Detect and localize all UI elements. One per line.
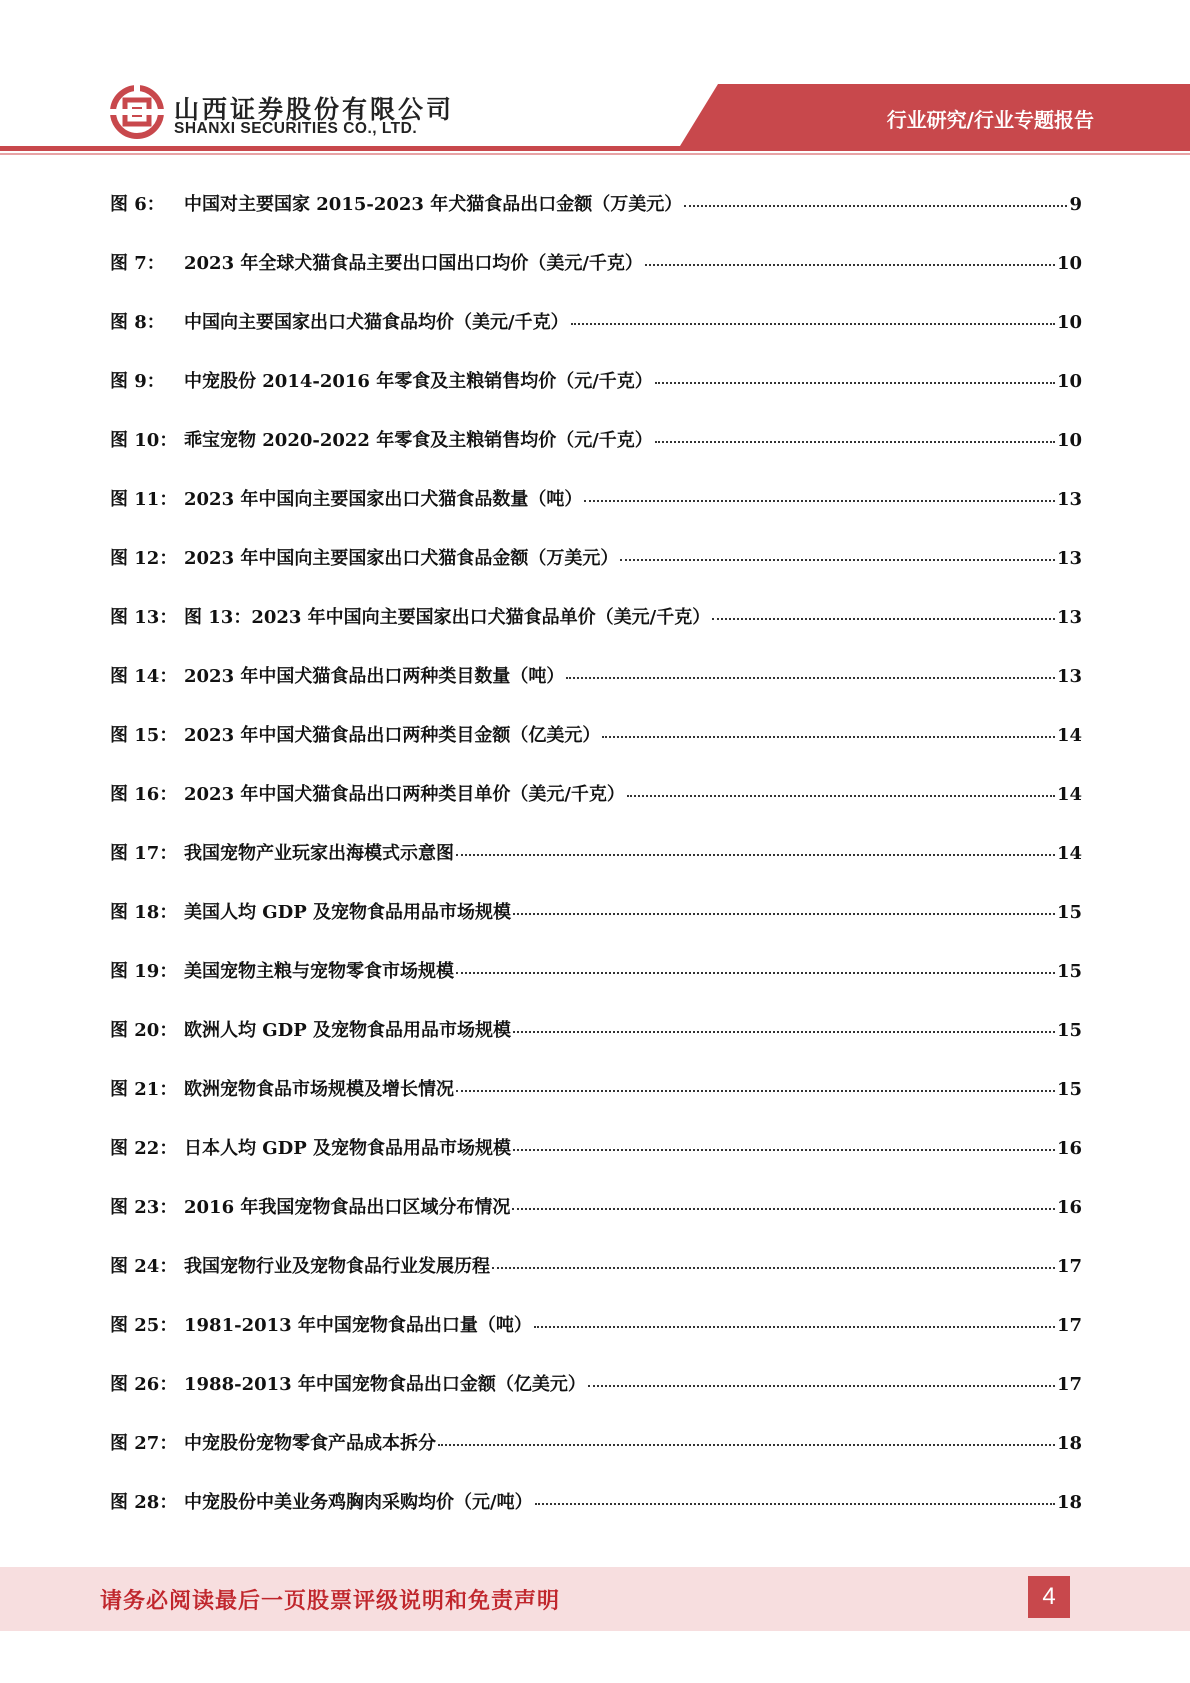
- page-header: [0, 0, 1190, 165]
- toc-entry-page: 10: [1056, 430, 1082, 451]
- toc-entry-page: 16: [1056, 1138, 1082, 1159]
- toc-entry[interactable]: [110, 367, 1082, 426]
- page-number: 4: [1028, 1576, 1070, 1618]
- toc-entry-title: 乖宝宠物 2020-2022 年零食及主粮销售均价（元/千克）: [184, 430, 653, 451]
- header-divider-thin: [0, 153, 1190, 155]
- toc-dot-leader: [684, 205, 1067, 207]
- toc-dot-leader: [627, 795, 1055, 797]
- toc-entry[interactable]: [110, 1193, 1082, 1252]
- toc-entry-title: 中宠股份宠物零食产品成本拆分: [184, 1433, 436, 1454]
- toc-entry-label: 图 25：: [110, 1315, 178, 1336]
- toc-entry-label: 图 23：: [110, 1197, 178, 1218]
- toc-dot-leader: [534, 1326, 1055, 1328]
- toc-entry-label: 图 26：: [110, 1374, 178, 1395]
- toc-entry-label: 图 20：: [110, 1020, 178, 1041]
- toc-dot-leader: [571, 323, 1055, 325]
- toc-entry[interactable]: [110, 1252, 1082, 1311]
- toc-dot-leader: [535, 1503, 1055, 1505]
- company-logo-icon: [110, 85, 164, 139]
- toc-entry-title: 2023 年中国犬猫食品出口两种类目单价（美元/千克）: [184, 784, 625, 805]
- toc-entry-page: 13: [1056, 666, 1082, 687]
- toc-dot-leader: [655, 382, 1055, 384]
- toc-dot-leader: [655, 441, 1055, 443]
- toc-entry-page: 18: [1056, 1433, 1082, 1454]
- toc-dot-leader: [492, 1267, 1055, 1269]
- toc-entry-label: 图 19：: [110, 961, 178, 982]
- toc-entry[interactable]: [110, 1016, 1082, 1075]
- toc-entry[interactable]: [110, 721, 1082, 780]
- toc-entry[interactable]: [110, 1075, 1082, 1134]
- toc-entry-label: 图 16：: [110, 784, 178, 805]
- toc-entry[interactable]: [110, 308, 1082, 367]
- toc-entry-title: 图 13：2023 年中国向主要国家出口犬猫食品单价（美元/千克）: [184, 607, 711, 628]
- toc-entry[interactable]: [110, 839, 1082, 898]
- toc-entry-title: 日本人均 GDP 及宠物食品用品市场规模: [184, 1138, 512, 1159]
- toc-entry[interactable]: [110, 1311, 1082, 1370]
- toc-entry[interactable]: [110, 1134, 1082, 1193]
- toc-entry-label: 图 21：: [110, 1079, 178, 1100]
- figure-toc-list: [110, 190, 1082, 1547]
- toc-entry[interactable]: [110, 249, 1082, 308]
- toc-dot-leader: [456, 972, 1055, 974]
- toc-entry-page: 16: [1056, 1197, 1082, 1218]
- toc-dot-leader: [513, 1149, 1055, 1151]
- company-name-cn: 山西证券股份有限公司: [174, 95, 455, 124]
- toc-entry-page: 9: [1069, 194, 1082, 215]
- toc-entry-page: 10: [1056, 312, 1082, 333]
- toc-entry-page: 15: [1056, 1079, 1082, 1100]
- toc-dot-leader: [645, 264, 1055, 266]
- footer-disclaimer: 请务必阅读最后一页股票评级说明和免责声明: [100, 1588, 561, 1614]
- toc-dot-leader: [513, 913, 1055, 915]
- toc-entry-page: 17: [1056, 1256, 1082, 1277]
- toc-entry-title: 美国人均 GDP 及宠物食品用品市场规模: [184, 902, 512, 923]
- toc-entry-label: 图 22：: [110, 1138, 178, 1159]
- toc-entry-label: 图 28：: [110, 1492, 178, 1513]
- toc-entry[interactable]: [110, 780, 1082, 839]
- toc-entry-page: 10: [1056, 371, 1082, 392]
- toc-entry-page: 10: [1056, 253, 1082, 274]
- toc-entry-page: 17: [1056, 1374, 1082, 1395]
- toc-entry-label: 图 8：: [110, 312, 165, 333]
- toc-entry-title: 中国对主要国家 2015-2023 年犬猫食品出口金额（万美元）: [184, 194, 683, 215]
- toc-entry-page: 14: [1056, 725, 1082, 746]
- toc-dot-leader: [620, 559, 1055, 561]
- toc-dot-leader: [566, 677, 1055, 679]
- toc-entry-title: 2023 年中国向主要国家出口犬猫食品金额（万美元）: [184, 548, 619, 569]
- toc-entry-title: 中宠股份中美业务鸡胸肉采购均价（元/吨）: [184, 1492, 533, 1513]
- toc-dot-leader: [456, 854, 1055, 856]
- toc-entry[interactable]: [110, 426, 1082, 485]
- toc-entry-title: 2023 年中国向主要国家出口犬猫食品数量（吨）: [184, 489, 583, 510]
- toc-entry-page: 18: [1056, 1492, 1082, 1513]
- toc-dot-leader: [456, 1090, 1055, 1092]
- toc-entry[interactable]: [110, 1488, 1082, 1547]
- toc-entry-title: 我国宠物行业及宠物食品行业发展历程: [184, 1256, 490, 1277]
- toc-entry-label: 图 14：: [110, 666, 178, 687]
- toc-entry[interactable]: [110, 662, 1082, 721]
- toc-entry[interactable]: [110, 190, 1082, 249]
- toc-dot-leader: [588, 1385, 1055, 1387]
- toc-entry[interactable]: [110, 1370, 1082, 1429]
- toc-entry-title: 中宠股份 2014-2016 年零食及主粮销售均价（元/千克）: [184, 371, 653, 392]
- toc-dot-leader: [602, 736, 1055, 738]
- company-name-en: SHANXI SECURITIES CO., LTD.: [174, 120, 418, 137]
- toc-entry[interactable]: [110, 544, 1082, 603]
- toc-entry[interactable]: [110, 485, 1082, 544]
- toc-entry-title: 2023 年中国犬猫食品出口两种类目数量（吨）: [184, 666, 565, 687]
- toc-dot-leader: [712, 618, 1055, 620]
- toc-entry-label: 图 11：: [110, 489, 178, 510]
- toc-entry-title: 美国宠物主粮与宠物零食市场规模: [184, 961, 454, 982]
- toc-entry-title: 我国宠物产业玩家出海模式示意图: [184, 843, 454, 864]
- toc-dot-leader: [513, 1031, 1055, 1033]
- header-divider: [0, 146, 1190, 151]
- toc-entry-page: 15: [1056, 1020, 1082, 1041]
- toc-entry-label: 图 7：: [110, 253, 165, 274]
- toc-entry-page: 13: [1056, 489, 1082, 510]
- toc-entry-page: 13: [1056, 607, 1082, 628]
- toc-entry-label: 图 18：: [110, 902, 178, 923]
- toc-entry[interactable]: [110, 603, 1082, 662]
- toc-entry-label: 图 24：: [110, 1256, 178, 1277]
- toc-entry[interactable]: [110, 957, 1082, 1016]
- toc-entry-title: 2023 年全球犬猫食品主要出口国出口均价（美元/千克）: [184, 253, 643, 274]
- toc-entry-page: 13: [1056, 548, 1082, 569]
- toc-entry-page: 15: [1056, 902, 1082, 923]
- toc-entry-title: 欧洲人均 GDP 及宠物食品用品市场规模: [184, 1020, 512, 1041]
- toc-entry-page: 17: [1056, 1315, 1082, 1336]
- toc-dot-leader: [584, 500, 1055, 502]
- toc-entry-label: 图 12：: [110, 548, 178, 569]
- toc-dot-leader: [438, 1444, 1055, 1446]
- toc-entry-title: 中国向主要国家出口犬猫食品均价（美元/千克）: [184, 312, 569, 333]
- toc-dot-leader: [512, 1208, 1055, 1210]
- toc-entry[interactable]: [110, 1429, 1082, 1488]
- toc-entry-title: 欧洲宠物食品市场规模及增长情况: [184, 1079, 454, 1100]
- toc-entry-title: 1988-2013 年中国宠物食品出口金额（亿美元）: [184, 1374, 586, 1395]
- toc-entry-label: 图 10：: [110, 430, 178, 451]
- toc-entry-page: 14: [1056, 843, 1082, 864]
- report-type: 行业研究/行业专题报告: [886, 108, 1094, 132]
- toc-entry-label: 图 15：: [110, 725, 178, 746]
- toc-entry-label: 图 17：: [110, 843, 178, 864]
- toc-entry-page: 15: [1056, 961, 1082, 982]
- toc-entry-title: 2016 年我国宠物食品出口区域分布情况: [184, 1197, 511, 1218]
- toc-entry-label: 图 13：: [110, 607, 178, 628]
- toc-entry-label: 图 6：: [110, 194, 165, 215]
- toc-entry-title: 2023 年中国犬猫食品出口两种类目金额（亿美元）: [184, 725, 601, 746]
- toc-entry-label: 图 9：: [110, 371, 165, 392]
- toc-entry-label: 图 27：: [110, 1433, 178, 1454]
- toc-entry-page: 14: [1056, 784, 1082, 805]
- toc-entry-title: 1981-2013 年中国宠物食品出口量（吨）: [184, 1315, 532, 1336]
- toc-entry[interactable]: [110, 898, 1082, 957]
